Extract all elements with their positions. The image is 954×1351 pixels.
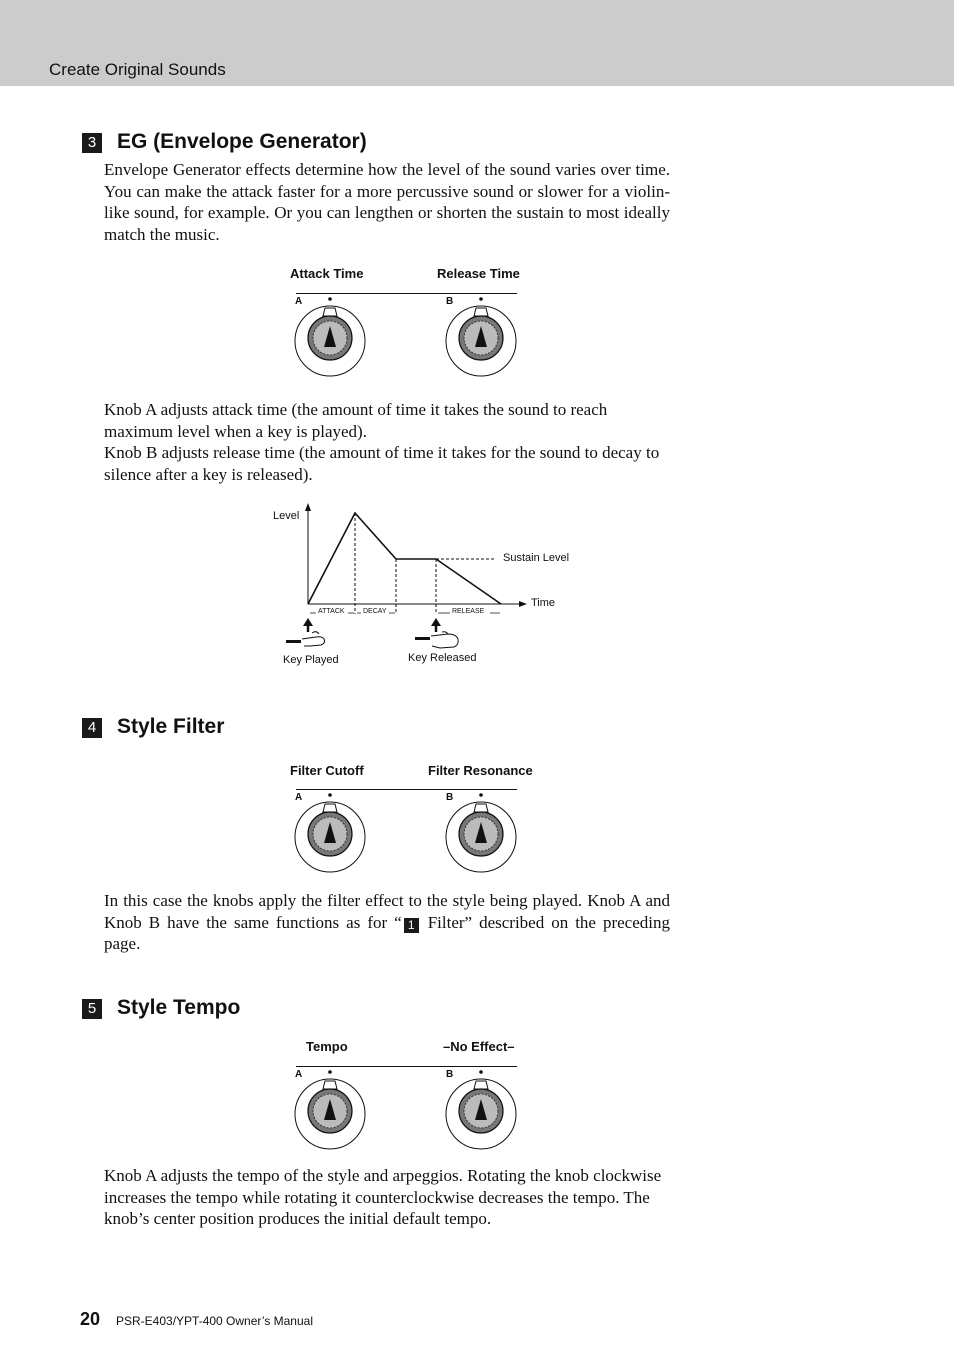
eg-level-label: Level bbox=[273, 510, 300, 522]
eg-knob-description: Knob A adjusts attack time (the amount of time it takes the sound to reach maximum level when a key is played). Knob B adjusts release time (the amount of time it takes for the sound to decay to silence after a key is released). bbox=[104, 400, 660, 485]
eg-time-label: Time bbox=[531, 597, 556, 609]
section-number-4: 4 bbox=[82, 718, 102, 738]
knob-letter-a: A bbox=[295, 1069, 303, 1080]
knob-a-label-tempo: Tempo bbox=[306, 1039, 348, 1054]
knob-letter-b: B bbox=[446, 296, 454, 307]
section-title-style-filter: Style Filter bbox=[117, 715, 225, 738]
knob-a-attack[interactable] bbox=[292, 294, 368, 378]
page-header-title: Create Original Sounds bbox=[49, 60, 226, 79]
knob-a-filter-cutoff[interactable] bbox=[292, 790, 368, 874]
section-title-eg: EG (Envelope Generator) bbox=[117, 130, 367, 153]
footer-manual-title: PSR-E403/YPT-400 Owner’s Manual bbox=[116, 1314, 313, 1328]
knob-b-filter-resonance[interactable] bbox=[443, 790, 519, 874]
style-tempo-description: Knob A adjusts the tempo of the style and arpeggios. Rotating the knob clockwise increases the tempo while rotating it counterclockwise decreases the tempo. The knob’s center position produces the initial default tempo. bbox=[104, 1166, 662, 1229]
knob-letter-b: B bbox=[446, 1069, 454, 1080]
style-filter-description: In this case the knobs apply the filter effect to the style being played. Knob A and Knob B have the same functions as for “ 1 Filter” described on the preceding page. bbox=[104, 891, 670, 954]
knob-letter-b: B bbox=[446, 792, 454, 803]
knob-a-label-attack: Attack Time bbox=[290, 266, 364, 281]
eg-sustain-label: Sustain Level bbox=[503, 552, 570, 564]
knob-a-label-filter-cutoff: Filter Cutoff bbox=[290, 763, 364, 778]
knob-b-release[interactable] bbox=[443, 294, 519, 378]
knob-letter-a: A bbox=[295, 296, 303, 307]
knob-a-tempo[interactable] bbox=[292, 1067, 368, 1151]
section-number-3: 3 bbox=[82, 133, 102, 153]
eg-key-released-label: Key Released bbox=[408, 652, 477, 664]
page-number: 20 bbox=[80, 1309, 101, 1329]
inline-section-number-1: 1 bbox=[404, 918, 419, 933]
section-number-5: 5 bbox=[82, 999, 102, 1019]
eg-key-played-label: Key Played bbox=[283, 654, 339, 666]
key-pressed-hand-icon bbox=[286, 632, 325, 646]
key-released-hand-icon bbox=[415, 632, 458, 648]
knob-b-label-filter-resonance: Filter Resonance bbox=[428, 763, 533, 778]
eg-release-label: RELEASE bbox=[452, 608, 485, 615]
eg-intro-text: Envelope Generator effects determine how the level of the sound varies over time. You can make the attack faster for a more percussive sound or slower for a violin-like sound, for example. Or you can lengthen or shorten the sustain to most ideally match the music. bbox=[104, 160, 670, 245]
knob-letter-a: A bbox=[295, 792, 303, 803]
knob-b-label-no-effect: –No Effect– bbox=[443, 1039, 515, 1054]
eg-attack-label: ATTACK bbox=[318, 608, 345, 615]
section-title-style-tempo: Style Tempo bbox=[117, 996, 241, 1019]
eg-decay-label: DECAY bbox=[363, 608, 387, 615]
knob-b-label-release: Release Time bbox=[437, 266, 520, 281]
knob-b-no-effect[interactable] bbox=[443, 1067, 519, 1151]
